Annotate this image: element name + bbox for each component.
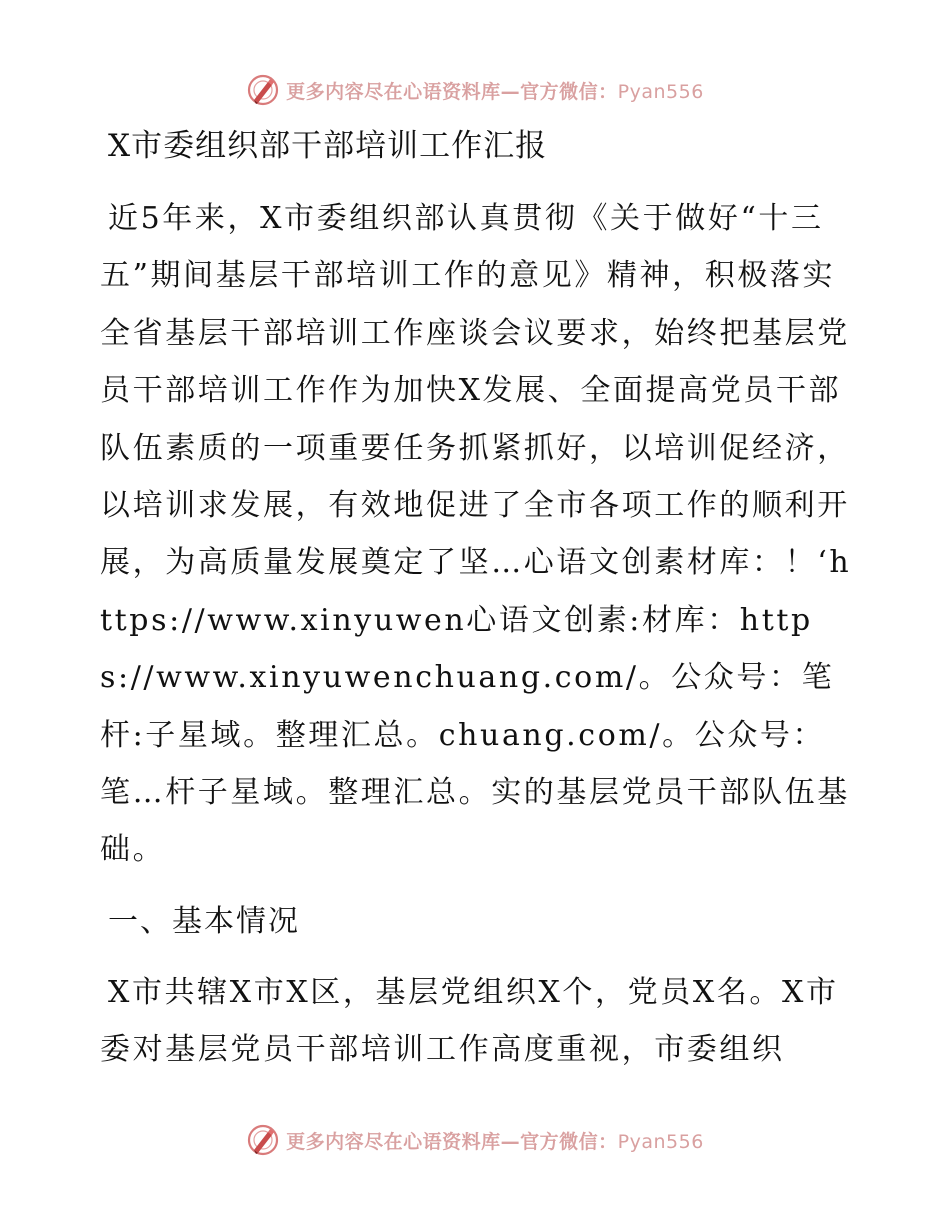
watermark-handle: Pyan556	[617, 1130, 704, 1153]
document-body	[100, 124, 860, 1079]
pen-logo-icon	[246, 1123, 280, 1157]
document-title: X市委组织部干部培训工作汇报	[108, 128, 548, 164]
paragraph-intro: 近5年来，X市委组织部认真贯彻《关于做好“十三五”期间基层干部培训工作的意见》精神，积极落实全省基层干部培训工作座谈会议要求，始终把基层党员干部培训工作作为加快X发展、全面提高党员干部队伍素质的一项重要任务抓紧抓好，以培训促经济，以培训求发展，有效地促进了全市各项工作的顺利开展，为高质量发展奠定了坚…心语文创素材库：！‘https://www.xinyuwen心语文创素:材库：https://www.xinyuwenchuang.com/。公众号：笔杆:子星域。整理汇总。chuang.com/。公众号：笔…杆子星域。整理汇总。实的基层党员干部队伍基础。	[100, 201, 852, 868]
watermark-text: 更多内容尽在心语资料库—官方微信：Pyan556	[286, 80, 704, 103]
pen-logo-icon	[246, 73, 280, 107]
section-heading-basic-situation: 一、基本情况	[108, 903, 300, 939]
watermark-content	[246, 1123, 704, 1157]
watermark-banner-bottom	[0, 1118, 950, 1162]
watermark-banner-top	[0, 68, 950, 112]
watermark-text: 更多内容尽在心语资料库—官方微信：Pyan556	[286, 1130, 704, 1153]
watermark-handle: Pyan556	[617, 80, 704, 103]
watermark-content	[246, 73, 704, 107]
paragraph-basic-situation: X市共辖X市X区，基层党组织X个，党员X名。X市委对基层党员干部培训工作高度重视，市委组织	[100, 974, 839, 1068]
